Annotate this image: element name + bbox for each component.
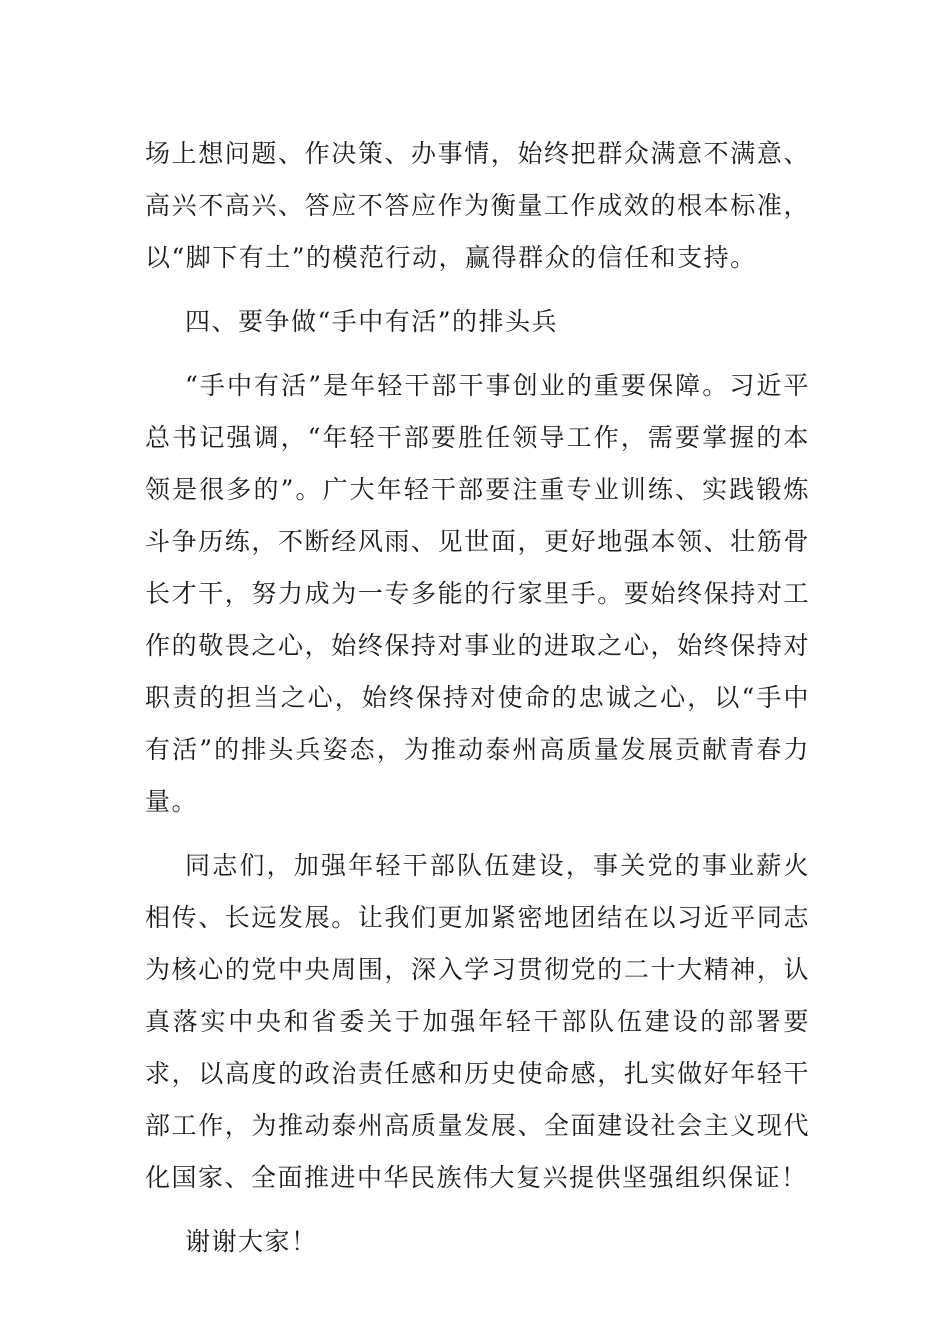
section-heading-four: 四、要争做“手中有活”的排头兵 — [185, 307, 559, 336]
paragraph-thanks: 谢谢大家！ — [185, 1227, 318, 1256]
paragraph-closing-remarks: 同志们，加强年轻干部队伍建设，事关党的事业薪火相传、长远发展。让我们更加紧密地团结在以习近平同志为核心的党中央周围，深入学习贯彻党的二十大精神，认真落实中央和省委关于加强年轻干部队伍建设的部署要求，以高度的政治责任感和历史使命感，扎实做好年轻干部工作，为推动泰州高质量发展、全面建设社会主义现代化国家、全面推进中华民族伟大复兴提供坚强组织保证！ — [145, 851, 810, 1192]
paragraph-hands-on-work: “手中有活”是年轻干部干事创业的重要保障。习近平总书记强调，“年轻干部要胜任领导工作，需要掌握的本领是很多的”。广大年轻干部要注重专业训练、实践锻炼斗争历练，不断经风雨、见世面，更好地强本领、壮筋骨长才干，努力成为一专多能的行家里手。要始终保持对工作的敬畏之心，始终保持对事业的进取之心，始终保持对职责的担当之心，始终保持对使命的忠诚之心，以“手中有活”的排头兵姿态，为推动泰州高质量发展贡献青春力量。 — [145, 371, 810, 816]
paragraph-continued: 场上想问题、作决策、办事情，始终把群众满意不满意、高兴不高兴、答应不答应作为衡量工作成效的根本标准，以“脚下有土”的模范行动，赢得群众的信任和支持。 — [145, 139, 810, 272]
document-body — [145, 128, 810, 1268]
